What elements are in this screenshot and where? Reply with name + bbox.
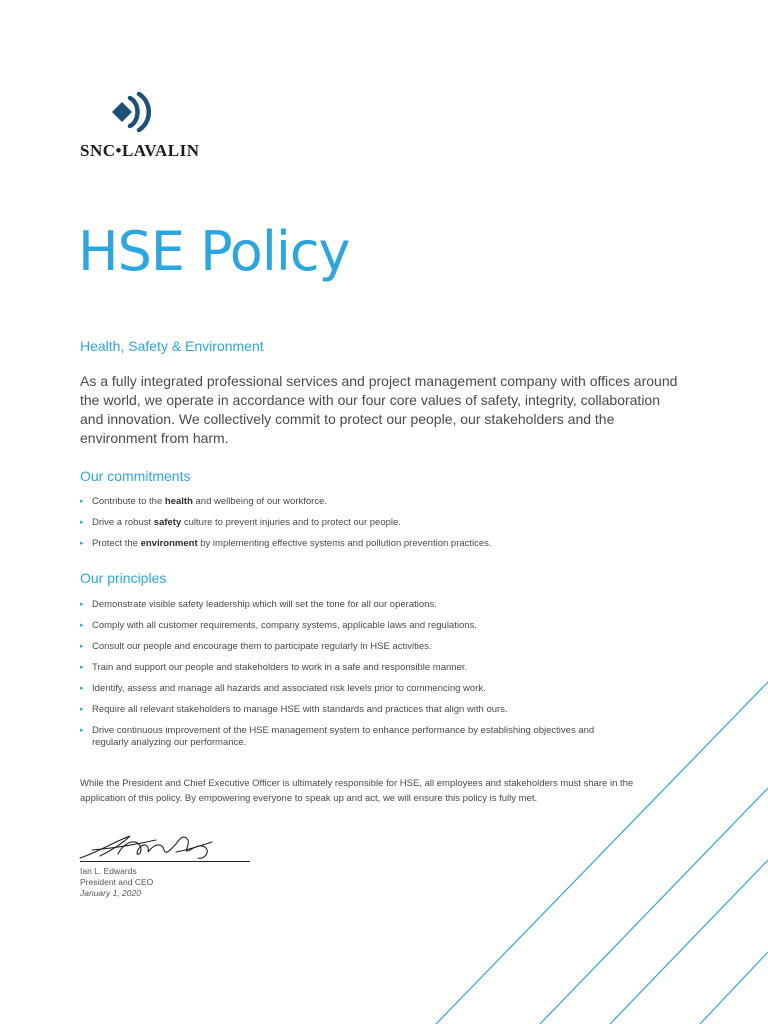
list-item: ▸ Demonstrate visible safety leadership which will set the tone for all our operations. <box>80 599 437 610</box>
bullet-arrow-icon: ▸ <box>80 540 84 547</box>
principles-heading: Our principles <box>80 570 167 586</box>
list-item: ▸ Train and support our people and stakeholders to work in a safe and responsible manner. <box>80 662 468 673</box>
commitments-heading: Our commitments <box>80 468 191 484</box>
signer-block <box>80 866 153 899</box>
bullet-arrow-icon: ▸ <box>80 727 84 734</box>
list-item: ▸ Contribute to the health and wellbeing of our workforce. <box>80 496 328 507</box>
list-item: ▸ Drive a robust safety culture to prevent injuries and to protect our people. <box>80 517 401 528</box>
bullet-arrow-icon: ▸ <box>80 685 84 692</box>
list-item: ▸ Drive continuous improvement of the HSE management system to enhance performance by establishing objectives and regularly analyzing our performance. <box>80 725 595 748</box>
closing-paragraph: While the President and Chief Executive Officer is ultimately responsible for HSE, all employees and stakeholders must share in the application of this policy. By empowering everyone to speak up and act, we will ensure this policy is fully met. <box>80 778 634 804</box>
bullet-arrow-icon: ▸ <box>80 706 84 713</box>
bullet-arrow-icon: ▸ <box>80 643 84 650</box>
intro-paragraph: As a fully integrated professional services and project management company with offices around the world, we operate in accordance with our four core values of safety, integrity, collaboration and innovation. We collectively commit to protect our people, our stakeholders and the environment from harm. <box>80 373 678 446</box>
handwritten-signature <box>78 830 254 864</box>
list-item: ▸ Identify, assess and manage all hazards and associated risk levels prior to commencing work. <box>80 683 486 694</box>
page-subtitle: Health, Safety & Environment <box>80 338 264 354</box>
signer-title: President and CEO <box>80 877 154 887</box>
bullet-arrow-icon: ▸ <box>80 498 84 505</box>
list-item: ▸ Require all relevant stakeholders to manage HSE with standards and practices that align with ours. <box>80 704 508 715</box>
list-item: ▸ Protect the environment by implementing effective systems and pollution prevention practices. <box>80 538 492 549</box>
signature-date: January 1, 2020 <box>80 888 141 898</box>
page-title: HSE Policy <box>78 220 350 283</box>
bullet-arrow-icon: ▸ <box>80 519 84 526</box>
principles-list <box>80 599 640 758</box>
signature-line <box>80 861 250 862</box>
list-item: ▸ Consult our people and encourage them to participate regularly in HSE activities. <box>80 641 432 652</box>
company-name: SNC•LAVALIN <box>80 141 200 160</box>
bullet-arrow-icon: ▸ <box>80 664 84 671</box>
commitments-list <box>80 496 640 559</box>
bullet-arrow-icon: ▸ <box>80 622 84 629</box>
signer-name: Ian L. Edwards <box>80 866 137 876</box>
bullet-arrow-icon: ▸ <box>80 601 84 608</box>
chevron-arrows-icon <box>106 92 152 132</box>
list-item: ▸ Comply with all customer requirements, company systems, applicable laws and regulations. <box>80 620 477 631</box>
company-logo <box>80 92 230 162</box>
